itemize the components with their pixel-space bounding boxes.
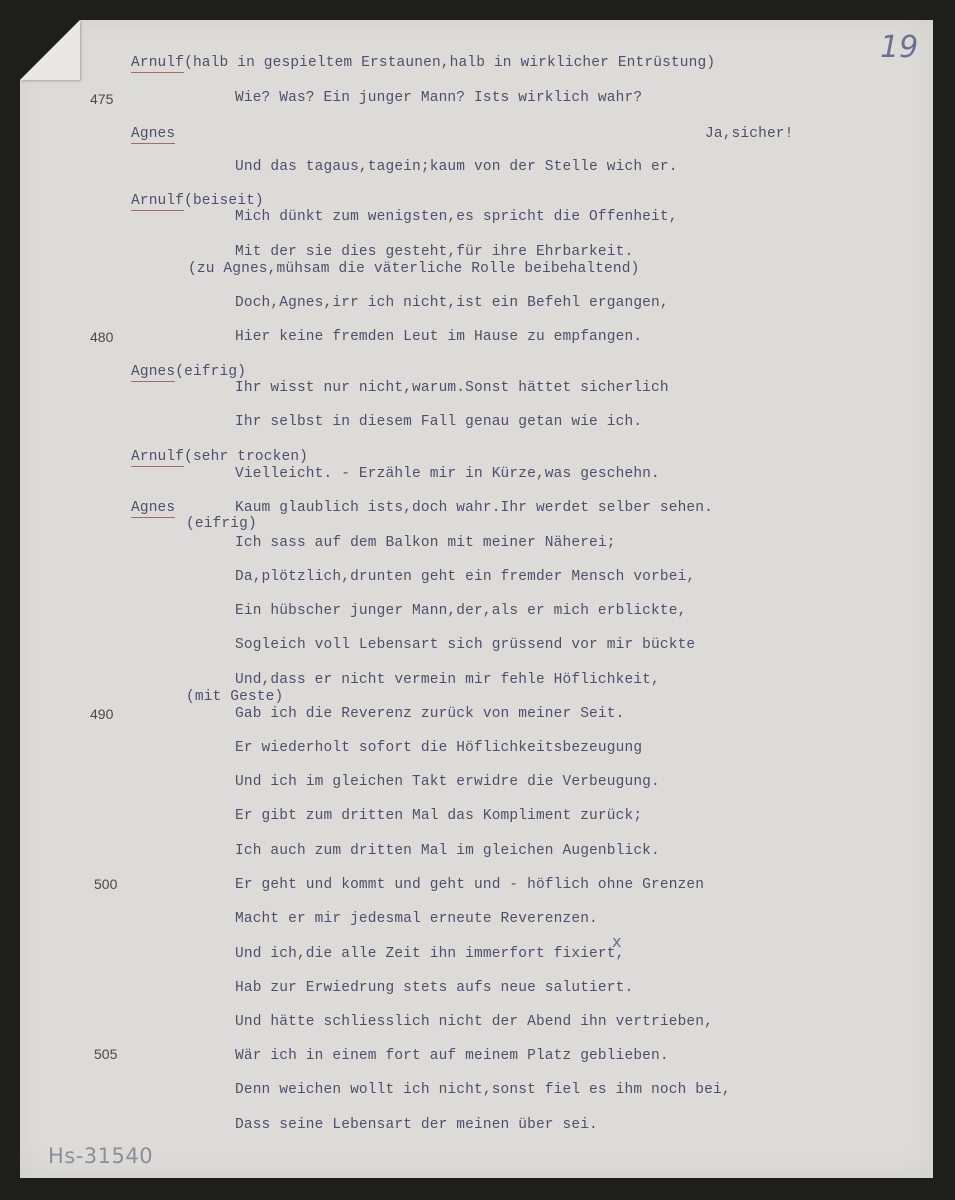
verse-line: Ihr wisst nur nicht,warum.Sonst hättet sicherlich xyxy=(235,380,669,396)
speaker-line xyxy=(131,500,175,516)
verse-line: Gab ich die Reverenz zurück von meiner Seit. xyxy=(235,706,625,722)
verse-line: Und das tagaus,tagein;kaum von der Stelle wich er. xyxy=(235,159,678,175)
speaker-name: Agnes xyxy=(131,500,176,516)
verse-line: Und hätte schliesslich nicht der Abend ihn vertrieben, xyxy=(235,1014,713,1030)
speaker-name: Agnes xyxy=(131,364,176,380)
shelfmark: Hs-31540 xyxy=(48,1144,154,1168)
verse-line: Er geht und kommt und geht und - höflich ohne Grenzen xyxy=(235,877,705,893)
folded-corner xyxy=(20,20,80,80)
verse-line: Hab zur Erwiedrung stets aufs neue salutiert. xyxy=(235,980,634,996)
verse-line: Ein hübscher junger Mann,der,als er mich erblickte, xyxy=(235,603,687,619)
line-number: 475 xyxy=(90,91,114,107)
verse-line: Wär ich in einem fort auf meinem Platz geblieben. xyxy=(235,1048,669,1064)
verse-line: Und ich im gleichen Takt erwidre die Verbeugung. xyxy=(235,774,660,790)
stage-direction: (mit Geste) xyxy=(186,689,284,705)
verse-line: Mit der sie dies gesteht,für ihre Ehrbarkeit. xyxy=(235,244,634,260)
verse-line: Dass seine Lebensart der meinen über sei. xyxy=(235,1117,598,1133)
speaker-name: Agnes xyxy=(131,126,176,142)
verse-line: Ihr selbst in diesem Fall genau getan wie ich. xyxy=(235,414,643,430)
stage-direction: (sehr trocken) xyxy=(184,449,309,465)
verse-line: Und,dass er nicht vermein mir fehle Höflichkeit, xyxy=(235,672,660,688)
speaker-line xyxy=(131,126,175,142)
verse-line: Macht er mir jedesmal erneute Reverenzen. xyxy=(235,911,598,927)
verse-line: Wie? Was? Ein junger Mann? Ists wirklich wahr? xyxy=(235,90,643,106)
speaker-name: Arnulf xyxy=(131,193,185,209)
verse-line: Ich sass auf dem Balkon mit meiner Näherei; xyxy=(235,535,616,551)
line-number: 480 xyxy=(90,329,114,345)
speaker-line xyxy=(131,364,246,380)
verse-line: Sogleich voll Lebensart sich grüssend vor mir bückte xyxy=(235,637,696,653)
stage-direction: (beiseit) xyxy=(184,193,264,209)
verse-line: Da,plötzlich,drunten geht ein fremder Mensch vorbei, xyxy=(235,569,696,585)
verse-line: Mich dünkt zum wenigsten,es spricht die Offenheit, xyxy=(235,209,678,225)
speaker-name: Arnulf xyxy=(131,449,185,465)
verse-line: Ich auch zum dritten Mal im gleichen Augenblick. xyxy=(235,843,660,859)
verse-line: Doch,Agnes,irr ich nicht,ist ein Befehl ergangen, xyxy=(235,295,669,311)
handwritten-correction-mark: x xyxy=(612,932,622,951)
line-number: 500 xyxy=(94,876,118,892)
speaker-line xyxy=(131,193,264,209)
line-number: 505 xyxy=(94,1046,118,1062)
verse-line: Und ich,die alle Zeit ihn immerfort fixiert, xyxy=(235,946,625,962)
line-number: 490 xyxy=(90,706,114,722)
verse-line: Denn weichen wollt ich nicht,sonst fiel es ihm noch bei, xyxy=(235,1082,731,1098)
speaker-line xyxy=(131,55,715,71)
stage-direction: (halb in gespieltem Erstaunen,halb in wirklicher Entrüstung) xyxy=(184,55,716,71)
stage-direction: (eifrig) xyxy=(186,516,257,532)
verse-line: Er wiederholt sofort die Höflichkeitsbezeugung xyxy=(235,740,643,756)
verse-line: Er gibt zum dritten Mal das Kompliment zurück; xyxy=(235,808,643,824)
verse-line: Hier keine fremden Leut im Hause zu empfangen. xyxy=(235,329,643,345)
stage-direction: (eifrig) xyxy=(175,364,247,380)
speaker-name: Arnulf xyxy=(131,55,185,71)
speaker-line xyxy=(131,449,308,465)
verse-line: Vielleicht. - Erzähle mir in Kürze,was geschehn. xyxy=(235,466,660,482)
page-number: 19 xyxy=(880,30,919,65)
stage-direction: (zu Agnes,mühsam die väterliche Rolle beibehaltend) xyxy=(188,261,640,277)
verse-line: Ja,sicher! xyxy=(705,126,794,142)
verse-line: Kaum glaublich ists,doch wahr.Ihr werdet selber sehen. xyxy=(235,500,713,516)
